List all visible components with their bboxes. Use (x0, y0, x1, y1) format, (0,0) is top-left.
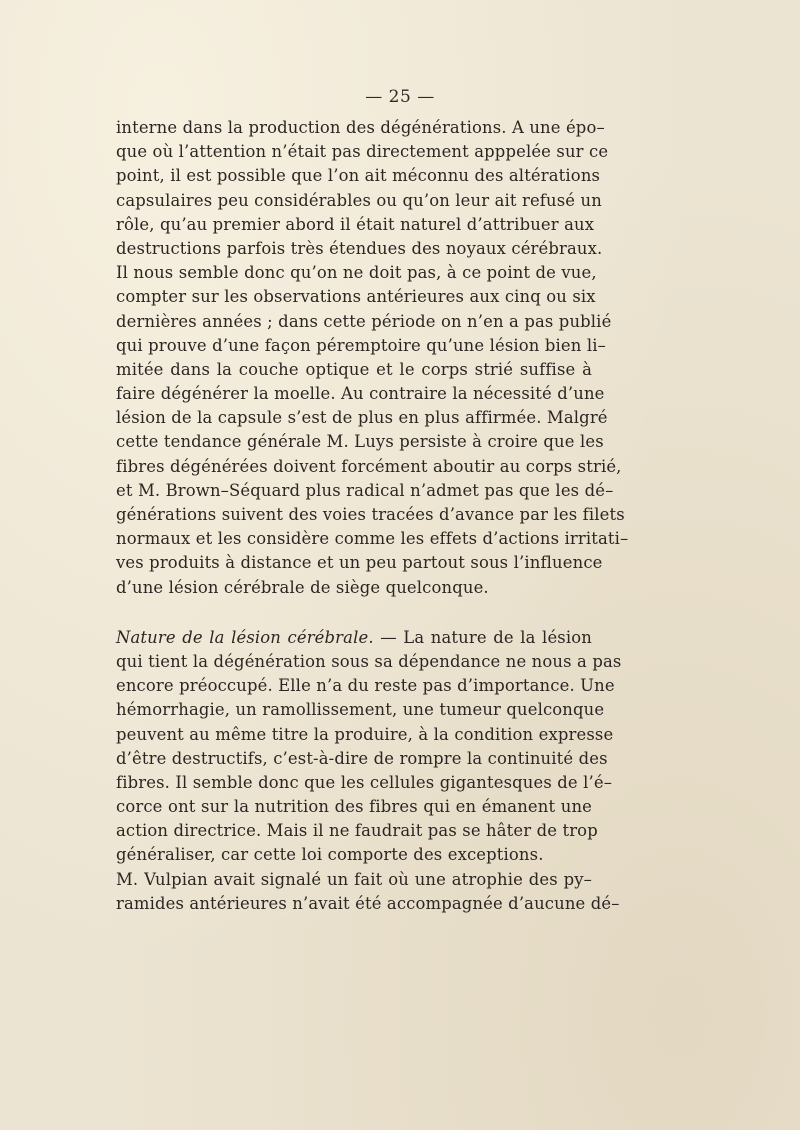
text-line: d’une lésion cérébrale de siège quelconque. (116, 577, 489, 597)
paragraph-1 (116, 116, 629, 600)
paragraph-gap (116, 600, 592, 626)
text-line: fibres. Il semble donc que les cellules gigantesques de l’é– (116, 772, 613, 792)
text-line: qui tient la dégénération sous sa dépendance ne nous a pas (116, 651, 622, 671)
text-line: destructions parfois très étendues des noyaux cérébraux. (116, 238, 603, 258)
text-line: interne dans la production des dégénérations. A une épo– (116, 118, 605, 137)
body-text (116, 116, 629, 916)
text-line: rôle, qu’au premier abord il était naturel d’attribuer aux (116, 214, 595, 234)
text-line: capsulaires peu considérables ou qu’on leur ait refusé un (116, 190, 602, 210)
text-line: dernières années ; dans cette période on n’en a pas publié (116, 311, 612, 331)
section-heading: Nature de la lésion cérébrale. (116, 627, 374, 647)
text-line: hémorrhagie, un ramollissement, une tumeur quelconque (116, 700, 605, 720)
text-line: Il nous semble donc qu’on ne doit pas, à ce point de vue, (116, 263, 597, 283)
text-line: compter sur les observations antérieures aux cinq ou six (116, 287, 596, 307)
text-line: cette tendance générale M. Luys persiste à croire que les (116, 432, 604, 452)
text-line: d’être destructifs, c’est-à-dire de rompre la continuité des (116, 748, 608, 768)
page-number: — 25 — (365, 87, 435, 107)
text-line: fibres dégénérées doivent forcément aboutir au corps strié, (116, 456, 622, 476)
text-line: et M. Brown–Séquard plus radical n’admet pas que les dé– (116, 480, 614, 500)
text-line: qui prouve d’une façon péremptoire qu’une lésion bien li– (116, 335, 606, 355)
text-line: ramides antérieures n’avait été accompagnée d’aucune dé– (116, 893, 620, 913)
text-line: M. Vulpian avait signalé un fait où une atrophie des py– (116, 869, 592, 889)
text-fragment: — La nature de la lésion (380, 627, 592, 647)
text-line: corce ont sur la nutrition des fibres qui en émanent une (116, 797, 592, 817)
text-line: normaux et les considère comme les effets d’actions irritati– (116, 529, 629, 549)
text-line: générations suivent des voies tracées d’avance par les filets (116, 505, 625, 524)
text-line (116, 626, 592, 650)
text-line: encore préoccupé. Elle n’a du reste pas d’importance. Une (116, 676, 615, 696)
paragraph-3 (116, 868, 620, 916)
text-line: mitée dans la couche optique et le corps strié suffise à (116, 359, 592, 379)
text-line: que où l’attention n’était pas directement apppelée sur ce (116, 142, 609, 162)
text-line: lésion de la capsule s’est de plus en plus affirmée. Malgré (116, 408, 608, 428)
text-line: généraliser, car cette loi comporte des exceptions. (116, 845, 544, 865)
text-line: faire dégénérer la moelle. Au contraire la nécessité d’une (116, 384, 605, 404)
text-line: point, il est possible que l’on ait méconnu des altérations (116, 166, 601, 186)
text-line: action directrice. Mais il ne faudrait pas se hâter de trop (116, 821, 598, 841)
paragraph-2 (116, 626, 622, 868)
text-line: ves produits à distance et un peu partout sous l’influence (116, 553, 603, 573)
text-line: peuvent au même titre la produire, à la condition expresse (116, 724, 614, 744)
